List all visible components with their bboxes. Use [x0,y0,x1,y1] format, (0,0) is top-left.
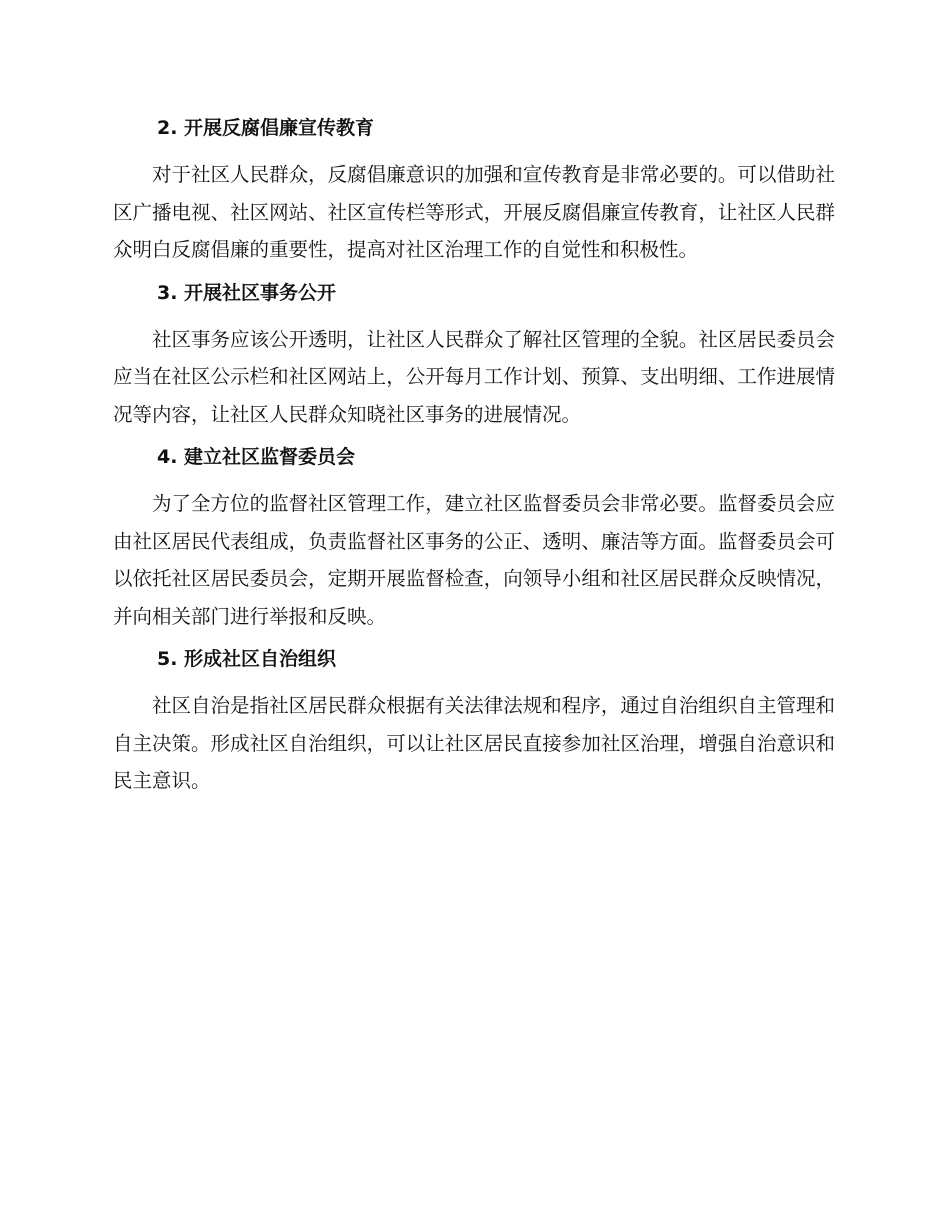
section-heading: 3. 开展社区事务公开 [157,281,337,304]
section-paragraph: 社区事务应该公开透明，让社区人民群众了解社区管理的全貌。社区居民委员会应当在社区公示栏和社区网站上，公开每月工作计划、预算、支出明细、工作进展情况等内容，让社区人民群众知晓社区事务的进展情况。 [113,327,835,426]
section-self-governance [113,641,835,800]
document-page [113,110,835,800]
section-heading: 4. 建立社区监督委员会 [157,446,356,468]
section-paragraph: 为了全方位的监督社区管理工作，建立社区监督委员会非常必要。监督委员会应由社区居民代表组成，负责监督社区事务的公正、透明、廉洁等方面。监督委员会可以依托社区居民委员会，定期开展监督检查，向领导小组和社区居民群众反映情况，并向相关部门进行举报和反映。 [113,492,835,628]
section-paragraph: 对于社区人民群众，反腐倡廉意识的加强和宣传教育是非常必要的。可以借助社区广播电视、社区网站、社区宣传栏等形式，开展反腐倡廉宣传教育，让社区人民群众明白反腐倡廉的重要性，提高对社区治理工作的自觉性和积极性。 [113,163,835,261]
section-paragraph: 社区自治是指社区居民群众根据有关法律法规和程序，通过自治组织自主管理和自主决策。形成社区自治组织，可以让社区居民直接参加社区治理，增强自治意识和民主意识。 [113,694,835,792]
section-affairs-disclosure [113,275,835,434]
section-heading: 2. 开展反腐倡廉宣传教育 [157,117,375,139]
section-anti-corruption-education [113,110,835,269]
section-supervision-committee [113,439,835,635]
section-heading: 5. 形成社区自治组织 [157,648,337,670]
